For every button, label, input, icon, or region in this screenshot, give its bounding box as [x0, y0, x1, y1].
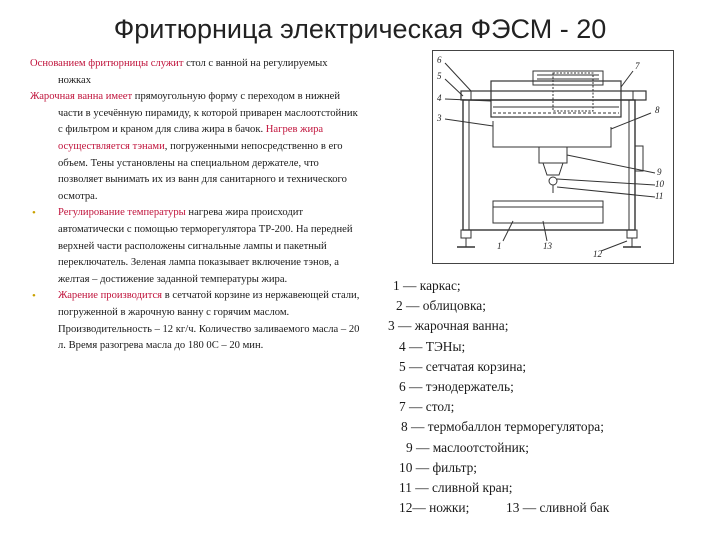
legend-item: 3 — жарочная ванна; [388, 318, 509, 334]
highlight-text: Жарение производится [58, 290, 163, 302]
label-3: 3 [437, 113, 442, 123]
legend-item: 2 — облицовка; [396, 298, 486, 314]
legend-list [383, 276, 713, 518]
highlight-text: Регулирование температуры [58, 207, 186, 219]
legend-item-12: 12— ножки; [399, 500, 470, 516]
bullet-temperature [30, 205, 360, 288]
body-text: в сетчатой корзине из нержавеющей стали, погруженной в жарочную ванну с горячим маслом. Производительность – 12 кг/ч. Количество заливаемого масла – 20 л. Время разогрева масла до 180 0С – 20 мин. [58, 290, 360, 352]
body-text: стол с ванной на регулируемых ножках [58, 58, 328, 86]
paragraph-base [30, 56, 360, 89]
highlight-text: Основанием фритюрницы служит [30, 58, 184, 69]
label-11: 11 [655, 191, 664, 201]
label-8: 8 [655, 105, 660, 115]
body-text: прямоугольную форму с переходом в нижней части в усечённую пирамиду, к которой приварен маслоотстойник с фильтром и краном для слива жира в бачок. [58, 91, 358, 136]
highlight-text: Жарочная ванна имеет [30, 91, 133, 103]
legend-item: 6 — тэнодержатель; [399, 379, 514, 395]
label-6: 6 [437, 55, 442, 65]
label-7: 7 [635, 61, 640, 71]
label-12: 12 [593, 249, 602, 259]
bullet-frying [30, 288, 360, 354]
body-text: , погруженными непосредственно в его объем. Тены установлены на специальном держателе, что позволяет вынимать их из ванн для санитарного и технического осмотра. [58, 140, 347, 202]
label-13: 13 [543, 241, 552, 251]
legend-item-13: 13 — сливной бак [506, 500, 610, 516]
legend-item: 9 — маслоотстойник; [406, 439, 530, 455]
paragraph-bath [30, 89, 360, 205]
fryer-drawing [433, 51, 673, 263]
bullet-icon: • [32, 290, 36, 303]
legend-item: 8 — термобаллон терморегулятора; [401, 419, 604, 435]
label-1: 1 [497, 241, 502, 251]
legend-item: 7 — стол; [399, 399, 455, 415]
legend-item: 5 — сетчатая корзина; [399, 358, 527, 374]
legend-item [383, 498, 713, 518]
label-4: 4 [437, 93, 442, 103]
page-title: Фритюрница электрическая ФЭСМ - 20 [113, 14, 607, 44]
body-text: нагрева жира происходит автоматически с помощью терморегулятора ТР-200. На передней верхней части расположены сигнальные лампы и пакетный переключатель. Зеленая лампа показывает включение тэнов, а желтая – достижение заданной температуры жира. [58, 207, 353, 285]
description-text [30, 56, 360, 355]
highlight-text: Нагрев жира осуществляется тэнами [58, 124, 324, 152]
fryer-diagram [432, 50, 674, 264]
label-5: 5 [437, 71, 442, 81]
legend-item: 11 — сливной кран; [399, 480, 513, 496]
label-10: 10 [655, 179, 664, 189]
legend-item: 1 — каркас; [393, 278, 461, 293]
label-9: 9 [657, 167, 662, 177]
legend-item: 10 — фильтр; [399, 459, 478, 475]
bullet-icon: • [32, 207, 36, 220]
legend-item: 4 — ТЭНы; [399, 338, 466, 354]
